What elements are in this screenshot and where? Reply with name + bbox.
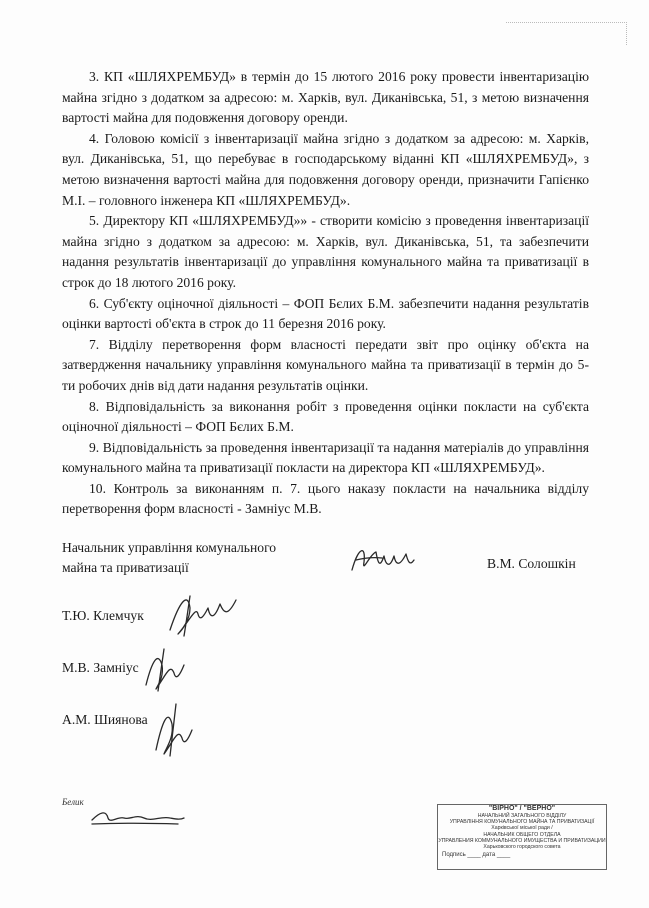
stamp-date-line: Подпись ____ дата ____ [442,852,511,859]
stamp-line-6: Харьковского городского совета [483,844,561,851]
signatory-name: В.М. Солошкін [487,556,576,571]
paragraph-9: 9. Відповідальність за проведення інвентаризації та надання матеріалів до управління комунального майна та приватизації покласти на директора КП «ШЛЯХРЕМБУД». [62,439,589,476]
paragraph-4: 4. Головою комісії з інвентаризації майна згідно з додатком за адресою: м. Харків, вул. Диканівська, 51, що перебуває в господарському віданні КП «ШЛЯХРЕМБУД», з метою визначення вартості майна для подовження договору оренди, призначити Гапієнко М.І. – головного інженера КП «ШЛЯХРЕМБУД». [62,130,589,208]
paragraph-10: 10. Контроль за виконанням п. 7. цього наказу покласти на начальника відділу перетворення форм власності - Замніус М.В. [62,480,589,517]
stamp-line-1: НАЧАЛЬНИЙ ЗАГАЛЬНОГО ВІДДІЛУ [477,813,567,819]
signatory-position-line1: Начальник управління комунального [62,540,277,555]
executor-3-signature-scribble [146,700,196,760]
paragraph-8: 8. Відповідальність за виконання робіт з проведення оцінки покласти на суб'єкта оціночної діяльності – ФОП Бєлих Б.М. [62,398,589,435]
executor-1: Т.Ю. Клемчук [62,608,144,623]
corner-registration-mark [506,22,627,45]
stamp-line-5: УПРАВЛЕНИЯ КОММУНАЛЬНОГО ИМУЩЕСТВА И ПРИВАТИЗАЦИИ [438,837,606,844]
executor-2: М.В. Замніус [62,660,139,675]
executor-2-signature-scribble [138,645,188,695]
executor-1-signature-scribble [160,590,250,640]
stamp-line-3: Харківської міської ради / [491,825,553,832]
signatory-position [62,538,302,578]
executor-3: А.М. Шиянова [62,712,148,727]
stamp-line-4: НАЧАЛЬНИК ОБЩЕГО ОТДЕЛА [483,831,561,838]
paragraph-6: 6. Суб'єкту оціночної діяльності – ФОП Бєлих Б.М. забезпечити надання результатів оцінки вартості об'єкта в строк до 11 березня 2016 року. [62,295,589,332]
author-note: Белик [62,797,84,807]
stamp-title: "ВІРНО" / "ВЕРНО" [488,805,556,812]
author-signature-scribble [88,806,188,828]
certification-stamp [437,804,607,870]
paragraph-7: 7. Відділу перетворення форм власності передати звіт про оцінку об'єкта на затвердження начальнику управління комунального майна та приватизації в термін до 5-ти робочих днів від дати надання результатів оцінки. [62,336,589,393]
stamp-line-2: УПРАВЛІННЯ КОМУНАЛЬНОГО МАЙНА ТА ПРИВАТИЗАЦІЇ [449,819,595,826]
signatory-position-line2: майна та приватизації [62,560,189,575]
paragraph-3: 3. КП «ШЛЯХРЕМБУД» в термін до 15 лютого 2016 року провести інвентаризацію майна згідно з додатком за адресою: м. Харків, вул. Диканівська, 51, з метою визначення вартості майна для подовження договору оренди. [62,69,589,126]
paragraph-5: 5. Директору КП «ШЛЯХРЕМБУД»» - створити комісію з проведення інвентаризації майна згідно з додатком за адресою: м. Харків, вул. Диканівська, 51, та забезпечити надання результатів інвентаризації до управління комунального майна та приватизації в строк до 18 лютого 2016 року. [62,213,589,290]
order-body [62,67,589,520]
head-signature-scribble [348,540,418,580]
